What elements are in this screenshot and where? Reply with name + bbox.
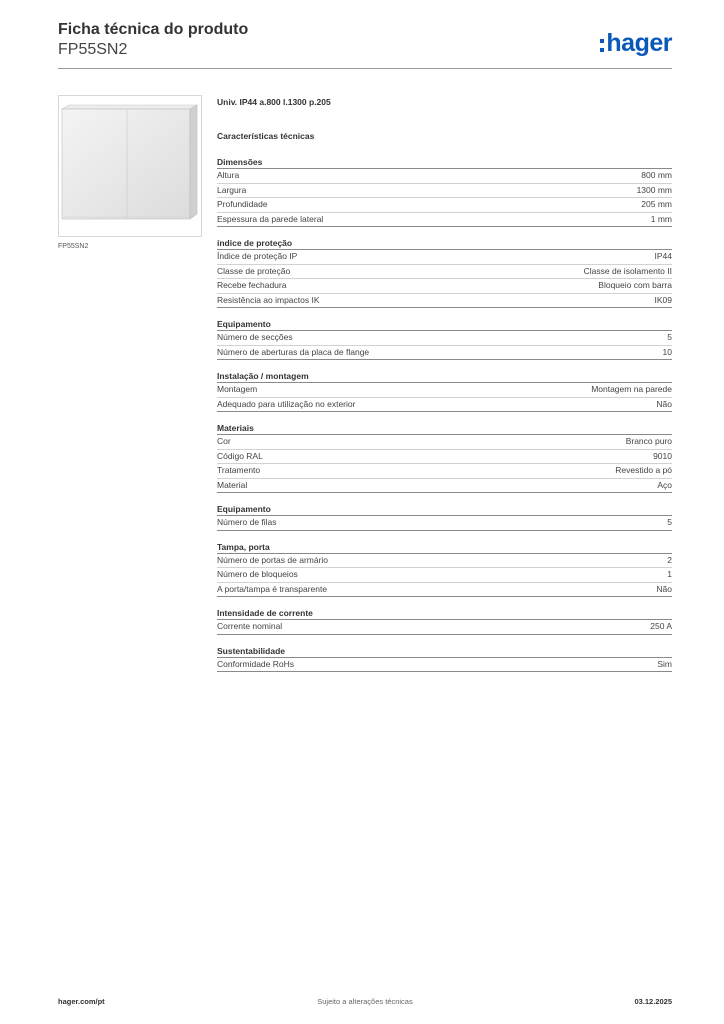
spec-group — [217, 503, 672, 531]
spec-label: Cor — [217, 436, 231, 446]
logo-mark-icon — [600, 39, 604, 52]
spec-label: Montagem — [217, 384, 258, 394]
spec-group-title: Instalação / montagem — [217, 370, 672, 383]
spec-section — [217, 96, 672, 682]
spec-group — [217, 318, 672, 360]
spec-row — [217, 554, 672, 569]
page-header — [58, 20, 672, 70]
spec-value: Não — [656, 583, 672, 594]
spec-row — [217, 583, 672, 598]
spec-group-title: índice de proteção — [217, 237, 672, 250]
spec-value: 800 mm — [641, 170, 672, 180]
spec-value: 250 A — [650, 621, 672, 631]
spec-label: Índice de proteção IP — [217, 251, 298, 261]
spec-label: Resistência ao impactos IK — [217, 294, 320, 305]
spec-label: A porta/tampa é transparente — [217, 583, 328, 594]
spec-value: IP44 — [654, 251, 672, 261]
spec-row — [217, 279, 672, 294]
spec-label: Material — [217, 479, 248, 490]
spec-label: Adequado para utilização no exterior — [217, 398, 356, 409]
spec-label: Classe de proteção — [217, 265, 291, 276]
product-image — [58, 95, 202, 237]
spec-label: Corrente nominal — [217, 621, 283, 631]
footer-date: 03.12.2025 — [634, 997, 672, 1006]
spec-label: Número de secções — [217, 332, 293, 342]
product-description: Univ. IP44 a.800 l.1300 p.205 — [217, 97, 331, 107]
spec-row — [217, 198, 672, 213]
spec-row — [217, 398, 672, 413]
spec-row — [217, 464, 672, 479]
header-divider — [58, 68, 672, 69]
spec-value: Revestido a pó — [615, 465, 672, 475]
footer-note: Sujeito a alterações técnicas — [317, 997, 413, 1006]
spec-group-title: Tampa, porta — [217, 541, 672, 554]
spec-row — [217, 331, 672, 346]
spec-label: Número de filas — [217, 517, 277, 527]
spec-label: Altura — [217, 170, 240, 180]
spec-value: Montagem na parede — [591, 384, 672, 394]
spec-label: Número de aberturas da placa de flange — [217, 346, 370, 357]
spec-row — [217, 479, 672, 494]
spec-row — [217, 516, 672, 531]
image-caption: FP55SN2 — [58, 243, 89, 250]
spec-group — [217, 607, 672, 635]
spec-group-title: Dimensões — [217, 156, 672, 169]
spec-row — [217, 184, 672, 199]
spec-label: Espessura da parede lateral — [217, 213, 324, 224]
spec-row — [217, 250, 672, 265]
spec-value: 1300 mm — [636, 184, 672, 195]
spec-row — [217, 620, 672, 635]
spec-group — [217, 541, 672, 598]
spec-group — [217, 422, 672, 493]
spec-label: Conformidade RoHs — [217, 658, 295, 669]
spec-value: 5 — [667, 332, 672, 342]
spec-row — [217, 213, 672, 228]
spec-label: Número de portas de armário — [217, 554, 329, 565]
spec-group — [217, 370, 672, 412]
spec-row — [217, 658, 672, 673]
spec-group-title: Sustentabilidade — [217, 645, 672, 658]
cabinet-illustration-icon — [59, 96, 201, 236]
spec-value: Classe de isolamento II — [583, 265, 672, 276]
spec-group — [217, 237, 672, 308]
spec-value: Sim — [657, 658, 672, 669]
spec-label: Recebe fechadura — [217, 280, 287, 290]
spec-value: Não — [656, 398, 672, 409]
spec-row — [217, 265, 672, 280]
footer-website: hager.com/pt — [58, 997, 105, 1006]
spec-row — [217, 435, 672, 450]
spec-label: Largura — [217, 184, 247, 195]
spec-value: IK09 — [654, 294, 672, 305]
spec-row — [217, 294, 672, 309]
spec-value: 1 — [667, 569, 672, 579]
page-footer — [58, 997, 672, 1011]
spec-group-title: Materiais — [217, 422, 672, 435]
spec-value: 2 — [667, 554, 672, 565]
spec-row — [217, 450, 672, 465]
spec-value: 5 — [667, 517, 672, 527]
spec-row — [217, 568, 672, 583]
spec-group-title: Intensidade de corrente — [217, 607, 672, 620]
product-model: FP55SN2 — [58, 41, 128, 58]
spec-heading: Características técnicas — [217, 131, 315, 141]
spec-group — [217, 156, 672, 227]
spec-label: Código RAL — [217, 450, 263, 461]
spec-value: 9010 — [653, 450, 672, 461]
spec-group-title: Equipamento — [217, 503, 672, 516]
spec-value: 10 — [662, 346, 672, 357]
spec-group — [217, 645, 672, 673]
spec-groups — [217, 156, 672, 672]
spec-row — [217, 346, 672, 361]
spec-label: Tratamento — [217, 465, 261, 475]
spec-value: 205 mm — [641, 199, 672, 209]
spec-value: Bloqueio com barra — [598, 280, 672, 290]
spec-value: Aço — [657, 479, 672, 490]
spec-row — [217, 383, 672, 398]
spec-value: 1 mm — [650, 213, 672, 224]
logo-text: hager — [606, 29, 672, 57]
page-title: Ficha técnica do produto — [58, 21, 249, 38]
hager-logo — [600, 30, 672, 56]
spec-value: Branco puro — [625, 436, 672, 446]
spec-row — [217, 169, 672, 184]
spec-group-title: Equipamento — [217, 318, 672, 331]
spec-label: Profundidade — [217, 199, 268, 209]
spec-label: Número de bloqueios — [217, 569, 298, 579]
